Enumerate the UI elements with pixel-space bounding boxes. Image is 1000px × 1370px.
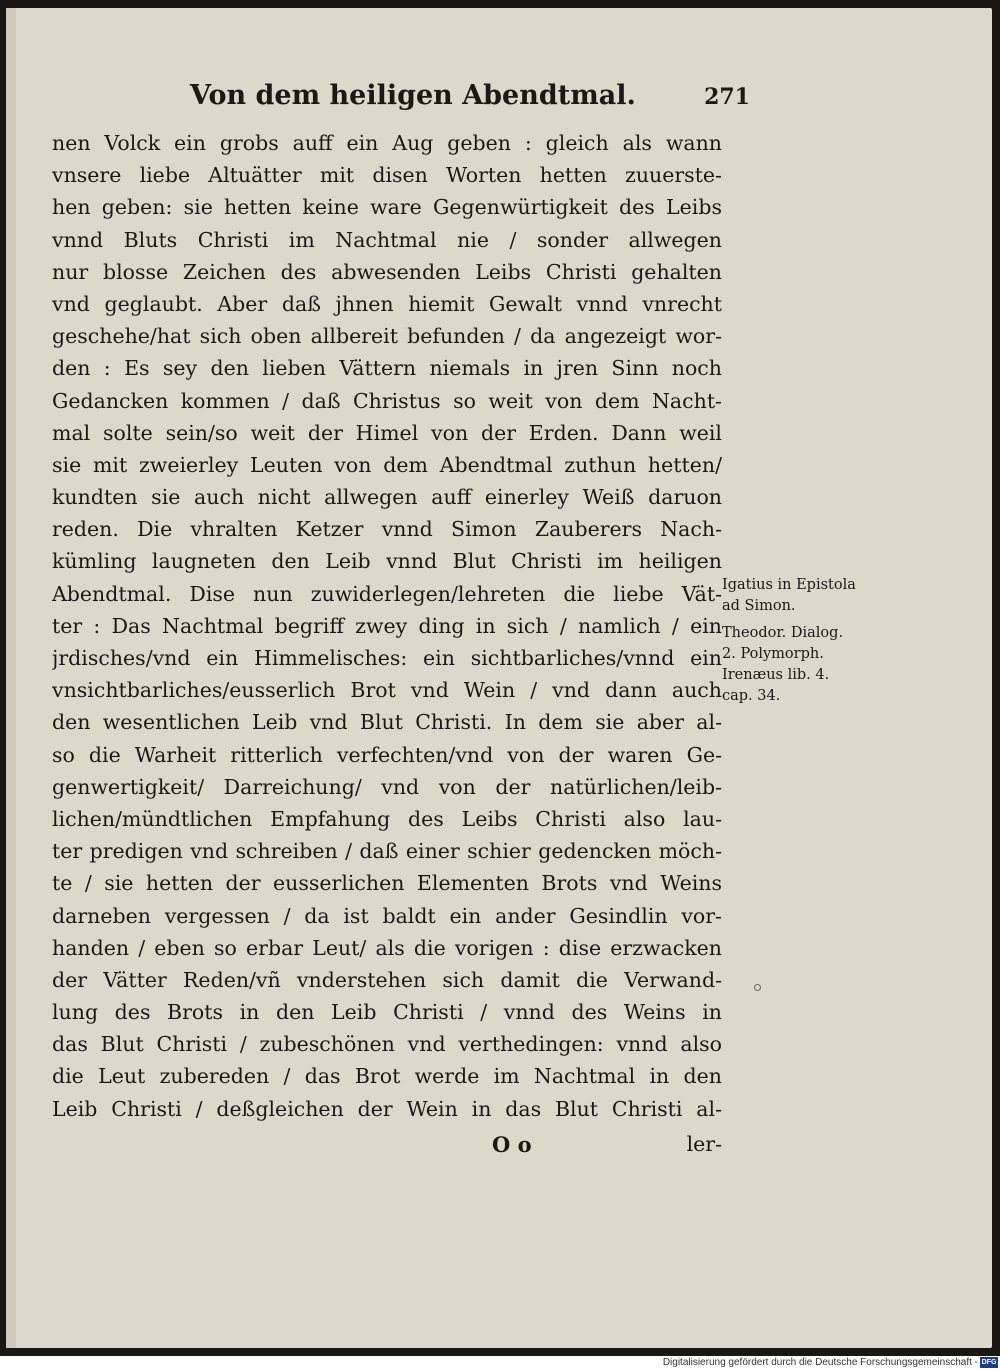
body-text: [52, 127, 722, 1125]
text-line: die Leut zubereden / das Brot werde im Nachtmal in den: [52, 1064, 722, 1089]
page-header: [190, 80, 750, 124]
text-line: vnsichtbarliches/eusserlich Brot vnd Wein / vnd dann auch: [52, 678, 722, 703]
text-line: mal solte sein/so weit der Himel von der Erden. Dann weil: [52, 420, 722, 445]
signature-mark: O o: [492, 1132, 532, 1157]
text-line: geschehe/hat sich oben allbereit befunden / da angezeigt wor-: [52, 324, 722, 349]
margin-note-line: 2. Polymorph.: [722, 646, 824, 662]
margin-notes: [722, 575, 892, 713]
text-line: das Blut Christi / zubeschönen vnd verthedingen: vnnd also: [52, 1032, 722, 1057]
ink-dot: [754, 984, 761, 991]
dfg-logo: DFG: [981, 1359, 997, 1366]
margin-note-line: Igatius in Epistola: [722, 577, 856, 593]
margin-note: [722, 623, 892, 707]
text-line: vnd geglaubt. Aber daß jhnen hiemit Gewalt vnnd vnrecht: [52, 291, 722, 316]
margin-note-line: Theodor. Dialog.: [722, 625, 844, 641]
page-edge: [6, 8, 16, 1348]
text-line: nen Volck ein grobs auff ein Aug geben : gleich als wann: [52, 131, 722, 155]
text-line: darneben vergessen / da ist baldt ein ander Gesindlin vor-: [52, 903, 722, 928]
text-line: genwertigkeit/ Darreichung/ vnd von der natürlichen/leib-: [52, 774, 722, 799]
text-line: vnnd Bluts Christi im Nachtmal nie / sonder allwegen: [52, 227, 722, 252]
credit-bar: [0, 1356, 1000, 1370]
text-line: den : Es sey den lieben Vättern niemals in jren Sinn noch: [52, 356, 722, 381]
margin-note: [722, 575, 892, 617]
catchword: ler-: [686, 1132, 722, 1156]
funding-credit: Digitalisierung gefördert durch die Deutsche Forschungsgemeinschaft -: [662, 1357, 978, 1368]
text-line: jrdisches/vnd ein Himmelisches: ein sichtbarliches/vnnd ein: [52, 646, 722, 670]
text-line: reden. Die vhralten Ketzer vnnd Simon Zauberers Nach-: [52, 517, 722, 542]
text-line: ter predigen vnd schreiben / daß einer schier gedencken möch-: [52, 839, 722, 864]
running-title: Von dem heiligen Abendtmal.: [190, 80, 636, 111]
text-line: nur blosse Zeichen des abwesenden Leibs Christi gehalten: [52, 259, 722, 284]
margin-note-line: ad Simon.: [722, 598, 796, 614]
margin-note-line: cap. 34.: [722, 688, 781, 704]
text-line: so die Warheit ritterlich verfechten/vnd von der waren Ge-: [52, 742, 722, 767]
page-footer: [52, 1132, 722, 1166]
text-line: handen / eben so erbar Leut/ als die vorigen : dise erzwacken: [52, 935, 722, 960]
text-line: hen geben: sie hetten keine ware Gegenwürtigkeit des Leibs: [52, 195, 722, 220]
text-line: den wesentlichen Leib vnd Blut Christi. In dem sie aber al-: [52, 710, 722, 735]
margin-note-line: Irenæus lib. 4.: [722, 667, 830, 683]
text-line: Abendtmal. Dise nun zuwiderlegen/lehreten die liebe Vät-: [52, 581, 722, 606]
text-line: der Vätter Reden/vñ vnderstehen sich damit die Verwand-: [52, 967, 722, 992]
text-line: kundten sie auch nicht allwegen auff einerley Weiß daruon: [52, 485, 722, 510]
text-line: vnsere liebe Altuätter mit disen Worten hetten zuuerste-: [52, 163, 722, 188]
text-line: sie mit zweierley Leuten von dem Abendtmal zuthun hetten/: [52, 452, 722, 477]
text-line: lung des Brots in den Leib Christi / vnnd des Weins in: [52, 1000, 722, 1025]
text-line: kümling laugneten den Leib vnnd Blut Christi im heiligen: [52, 549, 722, 574]
text-line: ter : Das Nachtmal begriff zwey ding in sich / namlich / ein: [52, 613, 722, 638]
text-line: te / sie hetten der eusserlichen Elementen Brots vnd Weins: [52, 871, 722, 896]
text-line: Gedancken kommen / daß Christus so weit von dem Nacht-: [52, 388, 722, 413]
text-line: lichen/mündtlichen Empfahung des Leibs Christi also lau-: [52, 806, 722, 831]
text-line: Leib Christi / deßgleichen der Wein in das Blut Christi al-: [52, 1096, 722, 1121]
page-number: 271: [704, 84, 750, 110]
